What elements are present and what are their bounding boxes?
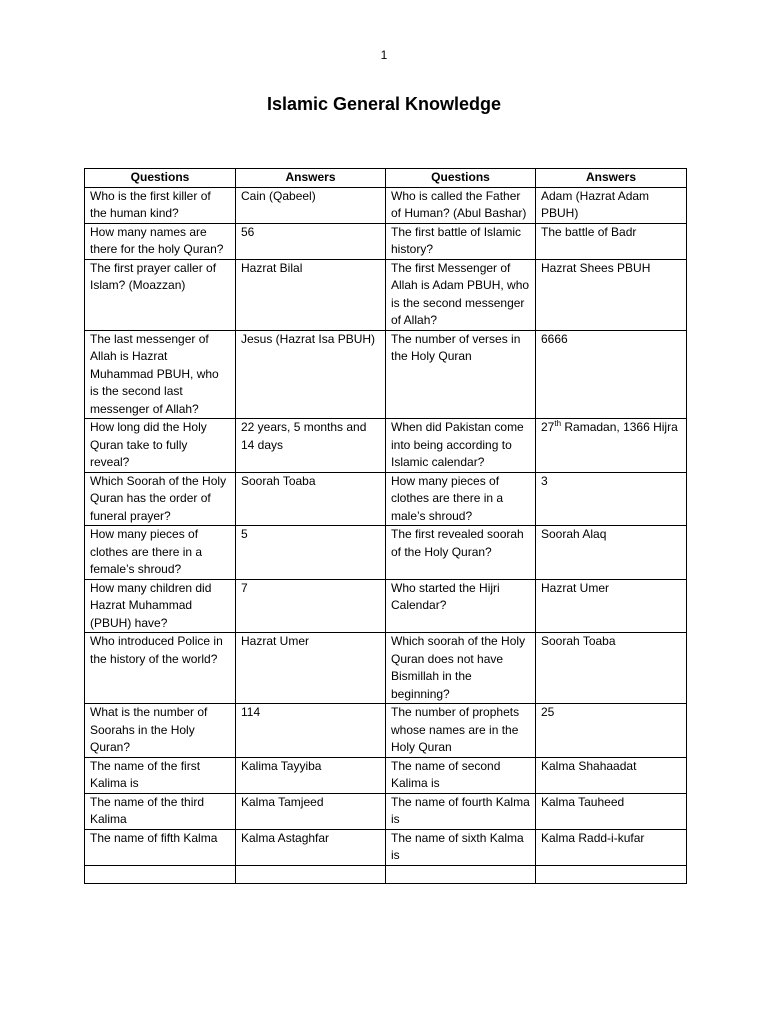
answer-cell: 3 bbox=[536, 472, 687, 526]
question-cell: How many pieces of clothes are there in a female’s shroud? bbox=[85, 526, 236, 580]
table-row bbox=[85, 472, 687, 526]
table-row bbox=[85, 223, 687, 259]
table-row bbox=[85, 330, 687, 419]
answer-day-number: 27 bbox=[541, 420, 555, 434]
question-cell: How many names are there for the holy Quran? bbox=[85, 223, 236, 259]
empty-cell bbox=[536, 865, 687, 883]
answer-cell: Hazrat Shees PBUH bbox=[536, 259, 687, 330]
table-header-row bbox=[85, 169, 687, 188]
question-cell: The first Messenger of Allah is Adam PBUH, who is the second messenger of Allah? bbox=[386, 259, 536, 330]
header-answers: Answers bbox=[536, 169, 687, 188]
question-cell: How many children did Hazrat Muhammad (PBUH) have? bbox=[85, 579, 236, 633]
answer-cell: 22 years, 5 months and 14 days bbox=[236, 419, 386, 473]
table-row bbox=[85, 757, 687, 793]
answer-cell: The battle of Badr bbox=[536, 223, 687, 259]
empty-cell bbox=[386, 865, 536, 883]
question-cell: The name of second Kalima is bbox=[386, 757, 536, 793]
answer-cell: Soorah Toaba bbox=[236, 472, 386, 526]
page-number: 1 bbox=[380, 48, 388, 62]
qa-table bbox=[84, 168, 687, 884]
question-cell: The name of fifth Kalma bbox=[85, 829, 236, 865]
question-cell: Who is the first killer of the human kind? bbox=[85, 187, 236, 223]
empty-cell bbox=[85, 865, 236, 883]
empty-table-row bbox=[85, 865, 687, 883]
header-answers: Answers bbox=[236, 169, 386, 188]
answer-date-rest: Ramadan, 1366 Hijra bbox=[561, 420, 678, 434]
table-row bbox=[85, 633, 687, 704]
answer-cell: Kalma Tauheed bbox=[536, 793, 687, 829]
table-row bbox=[85, 526, 687, 580]
question-cell: The first prayer caller of Islam? (Moazzan) bbox=[85, 259, 236, 330]
answer-cell: Kalima Tayyiba bbox=[236, 757, 386, 793]
answer-cell bbox=[536, 419, 687, 473]
header-questions: Questions bbox=[85, 169, 236, 188]
question-cell: The first battle of Islamic history? bbox=[386, 223, 536, 259]
question-cell: Who is called the Father of Human? (Abul Bashar) bbox=[386, 187, 536, 223]
answer-cell: Soorah Toaba bbox=[536, 633, 687, 704]
header-questions: Questions bbox=[386, 169, 536, 188]
answer-cell: Kalma Radd-i-kufar bbox=[536, 829, 687, 865]
table-row bbox=[85, 793, 687, 829]
answer-cell: Soorah Alaq bbox=[536, 526, 687, 580]
question-cell: The last messenger of Allah is Hazrat Muhammad PBUH, who is the second last messenger of Allah? bbox=[85, 330, 236, 419]
question-cell: The number of verses in the Holy Quran bbox=[386, 330, 536, 419]
question-cell: Who introduced Police in the history of the world? bbox=[85, 633, 236, 704]
question-cell: How long did the Holy Quran take to fully reveal? bbox=[85, 419, 236, 473]
answer-cell: Jesus (Hazrat Isa PBUH) bbox=[236, 330, 386, 419]
question-cell: The number of prophets whose names are in the Holy Quran bbox=[386, 704, 536, 758]
table-row bbox=[85, 419, 687, 473]
answer-cell: Cain (Qabeel) bbox=[236, 187, 386, 223]
question-cell: The first revealed soorah of the Holy Quran? bbox=[386, 526, 536, 580]
question-cell: The name of the third Kalima bbox=[85, 793, 236, 829]
ordinal-suffix: th bbox=[554, 419, 562, 428]
table-row bbox=[85, 579, 687, 633]
question-cell: Who started the Hijri Calendar? bbox=[386, 579, 536, 633]
question-cell: The name of the first Kalima is bbox=[85, 757, 236, 793]
question-cell: What is the number of Soorahs in the Holy Quran? bbox=[85, 704, 236, 758]
table-row bbox=[85, 259, 687, 330]
empty-cell bbox=[236, 865, 386, 883]
answer-cell: Hazrat Umer bbox=[236, 633, 386, 704]
answer-cell: 5 bbox=[236, 526, 386, 580]
table-row bbox=[85, 829, 687, 865]
answer-cell: 25 bbox=[536, 704, 687, 758]
question-cell: The name of sixth Kalma is bbox=[386, 829, 536, 865]
answer-cell: Kalma Tamjeed bbox=[236, 793, 386, 829]
answer-cell: Kalma Shahaadat bbox=[536, 757, 687, 793]
page-title: Islamic General Knowledge bbox=[266, 94, 502, 114]
answer-cell: Adam (Hazrat Adam PBUH) bbox=[536, 187, 687, 223]
question-cell: The name of fourth Kalma is bbox=[386, 793, 536, 829]
table-row bbox=[85, 704, 687, 758]
question-cell: How many pieces of clothes are there in a male’s shroud? bbox=[386, 472, 536, 526]
answer-cell: 114 bbox=[236, 704, 386, 758]
answer-cell: Hazrat Umer bbox=[536, 579, 687, 633]
answer-cell: 7 bbox=[236, 579, 386, 633]
question-cell: Which soorah of the Holy Quran does not have Bismillah in the beginning? bbox=[386, 633, 536, 704]
question-cell: Which Soorah of the Holy Quran has the order of funeral prayer? bbox=[85, 472, 236, 526]
question-cell: When did Pakistan come into being according to Islamic calendar? bbox=[386, 419, 536, 473]
answer-cell: Hazrat Bilal bbox=[236, 259, 386, 330]
answer-cell: 6666 bbox=[536, 330, 687, 419]
table-row bbox=[85, 187, 687, 223]
answer-cell: Kalma Astaghfar bbox=[236, 829, 386, 865]
answer-cell: 56 bbox=[236, 223, 386, 259]
